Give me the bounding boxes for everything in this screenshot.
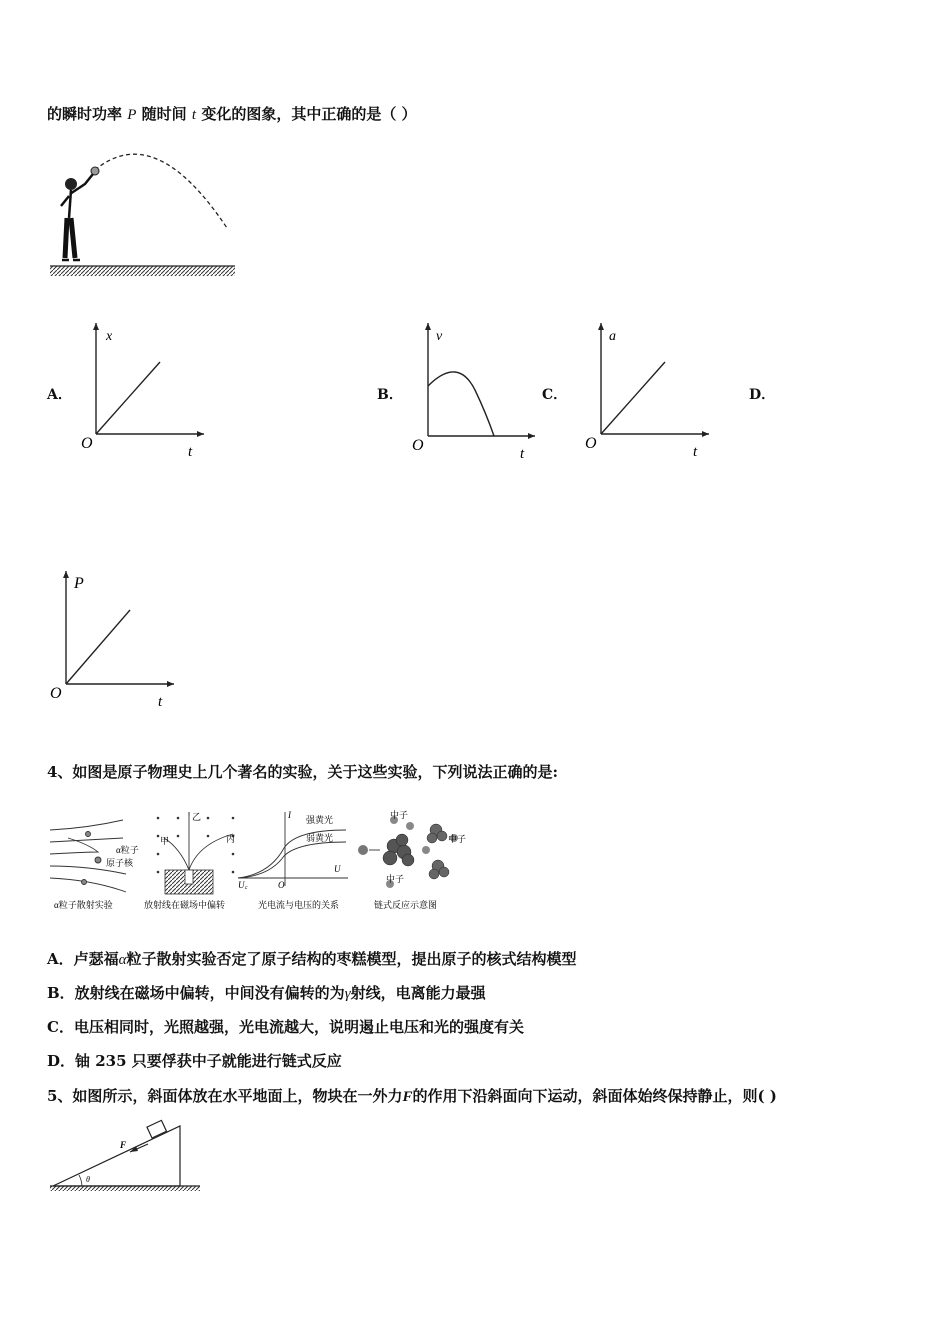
panel3-axis-i: I xyxy=(288,810,291,820)
graph-c xyxy=(583,318,718,463)
graph-b-curve xyxy=(428,372,494,436)
q4-option-b-sym: γ xyxy=(344,986,351,1002)
q5-stem xyxy=(47,1085,777,1106)
panel4-caption: 链式反应示意图 xyxy=(374,900,438,910)
graph-d-x-label: t xyxy=(158,694,163,710)
graph-d-origin: O xyxy=(50,685,62,702)
graph-a-x-label: t xyxy=(188,444,193,460)
q4-option-c[interactable] xyxy=(47,1016,524,1037)
panel4-label-n3: 中子 xyxy=(386,874,405,884)
q3-stem xyxy=(47,103,417,124)
panel3-axis-u: U xyxy=(334,864,341,874)
q4-option-c-pre: C．电压相同时，光照越强，光电流越大，说明遏止电压和光的强度有关 xyxy=(47,1018,524,1036)
graph-a-origin: O xyxy=(81,435,93,452)
panel3-axis-o: O xyxy=(278,880,285,890)
panel3-axis-uc: U꜀ xyxy=(238,880,248,890)
trajectory-curve xyxy=(95,154,227,228)
graph-a xyxy=(78,318,213,463)
thrower-figure xyxy=(45,138,245,283)
graph-a-y-label: x xyxy=(106,329,113,344)
q4-stem: 4、如图是原子物理史上几个著名的实验，关于这些实验，下列说法正确的是: xyxy=(47,763,558,781)
panel4-label-n1: 中子 xyxy=(390,810,409,820)
q5-stem-b: 的作用下沿斜面向下运动，斜面体始终保持静止，则( ) xyxy=(412,1087,777,1105)
q3-var-p: P xyxy=(127,107,137,123)
q4-option-d-pre: D．铀 235 只要俘获中子就能进行链式反应 xyxy=(47,1052,342,1070)
panel-chain-reaction xyxy=(358,809,466,910)
angle-label: θ xyxy=(86,1175,90,1184)
panel-alpha-scattering xyxy=(50,820,126,892)
panel1-label-particle: α粒子 xyxy=(116,845,139,855)
panel-magnetic-field xyxy=(144,812,235,910)
force-label: F xyxy=(120,1140,127,1150)
graph-b-origin: O xyxy=(412,437,424,454)
q3-stem-c: 变化的图象，其中正确的是（ ） xyxy=(201,105,417,123)
panel3-label-strong: 强黄光 xyxy=(306,815,334,825)
graph-b-x-label: t xyxy=(520,446,525,462)
graph-c-line xyxy=(601,362,665,434)
panel2-label-mid: 乙 xyxy=(192,812,202,822)
q5-stem-a: 5、如图所示，斜面体放在水平地面上，物块在一外力 xyxy=(47,1087,403,1105)
q4-option-a-pre: A．卢瑟福 xyxy=(47,950,119,968)
option-a-label[interactable]: A． xyxy=(47,387,72,403)
graph-c-x-label: t xyxy=(693,444,698,460)
q4-option-a-post: 粒子散射实验否定了原子结构的枣糕模型，提出原子的核式结构模型 xyxy=(126,950,577,968)
panel1-label-nucleus: 原子核 xyxy=(106,858,134,868)
q4-figure xyxy=(48,808,473,916)
panel2-label-left: 甲 xyxy=(160,836,170,846)
graph-d-line xyxy=(66,610,130,684)
q4-option-a-sym: α xyxy=(118,952,127,968)
panel3-label-weak: 弱黄光 xyxy=(306,833,334,843)
panel2-label-right: 丙 xyxy=(226,834,236,844)
q4-option-d[interactable] xyxy=(47,1050,342,1071)
q3-stem-b: 随时间 xyxy=(141,105,187,123)
person-silhouette xyxy=(61,174,93,260)
q5-var-f: F xyxy=(402,1089,413,1105)
option-d-label[interactable]: D． xyxy=(749,387,776,403)
ground-hatch xyxy=(50,266,235,276)
graph-d xyxy=(48,566,183,711)
block xyxy=(147,1120,167,1138)
graph-a-line xyxy=(96,362,160,434)
panel1-caption: α粒子散射实验 xyxy=(54,900,113,910)
q4-option-b[interactable] xyxy=(47,982,486,1003)
option-b-label[interactable]: B． xyxy=(377,387,403,403)
graph-b xyxy=(410,318,545,463)
q4-option-a[interactable] xyxy=(47,948,577,969)
option-c-label[interactable]: C． xyxy=(542,387,568,403)
graph-d-y-label: P xyxy=(74,575,84,592)
graph-c-origin: O xyxy=(585,435,597,452)
graph-c-y-label: a xyxy=(609,329,616,344)
q4-option-b-post: 射线，电离能力最强 xyxy=(350,984,486,1002)
q3-var-t: t xyxy=(191,107,197,123)
panel3-caption: 光电流与电压的关系 xyxy=(258,900,340,910)
q3-stem-a: 的瞬时功率 xyxy=(47,105,123,123)
panel4-label-n2: 中子 xyxy=(448,834,467,844)
panel2-caption: 放射线在磁场中偏转 xyxy=(144,900,226,910)
panel-photocurrent xyxy=(238,810,348,910)
incline-wedge xyxy=(53,1126,180,1186)
graph-b-y-label: v xyxy=(436,329,443,344)
incline-figure xyxy=(48,1118,203,1196)
q4-option-b-pre: B．放射线在磁场中偏转，中间没有偏转的为 xyxy=(47,984,345,1002)
